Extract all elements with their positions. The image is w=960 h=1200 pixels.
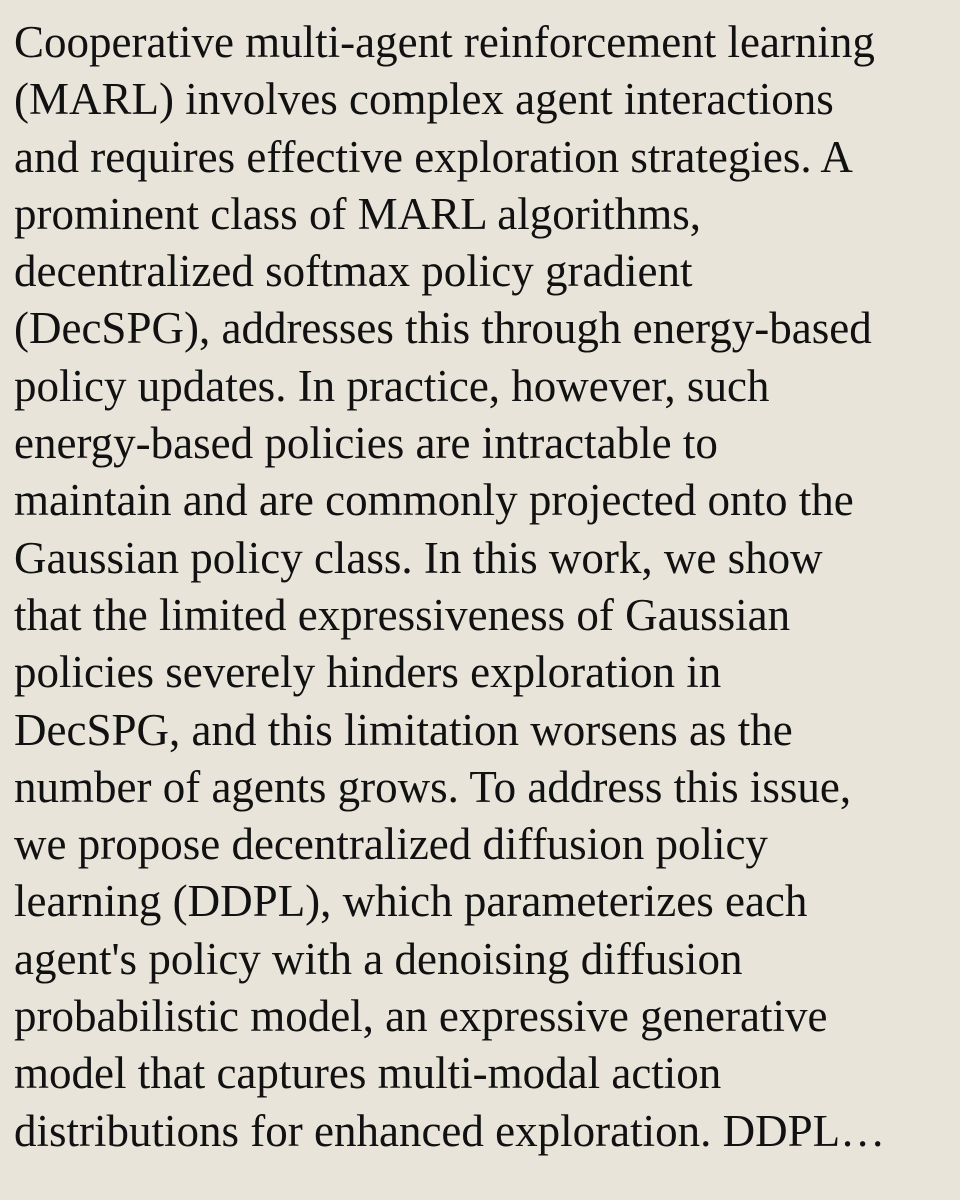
abstract-line: that the limited expressiveness of Gaussian xyxy=(14,589,791,640)
abstract-line: DecSPG, and this limitation worsens as the xyxy=(14,704,793,755)
abstract-paragraph xyxy=(14,14,949,1160)
abstract-line: and requires effective exploration strategies. A xyxy=(14,131,853,182)
abstract-line: Gaussian policy class. In this work, we show xyxy=(14,532,823,583)
abstract-line: probabilistic model, an expressive generative xyxy=(14,991,828,1042)
abstract-line: decentralized softmax policy gradient xyxy=(14,246,693,297)
abstract-line: maintain and are commonly projected onto the xyxy=(14,475,854,526)
abstract-line: we propose decentralized diffusion policy xyxy=(14,819,768,870)
abstract-line: agent's policy with a denoising diffusion xyxy=(14,933,743,984)
abstract-line: model that captures multi-modal action xyxy=(14,1048,722,1099)
abstract-line: distributions for enhanced exploration. DDPL… xyxy=(14,1105,886,1156)
abstract-line: (DecSPG), addresses this through energy-based xyxy=(14,303,872,354)
abstract-line: learning (DDPL), which parameterizes each xyxy=(14,876,808,927)
abstract-line: number of agents grows. To address this issue, xyxy=(14,761,852,812)
abstract-line: (MARL) involves complex agent interactions xyxy=(14,74,834,125)
abstract-line: policy updates. In practice, however, such xyxy=(14,360,770,411)
abstract-line: Cooperative multi-agent reinforcement learning xyxy=(14,17,875,67)
abstract-line: energy-based policies are intractable to xyxy=(14,418,718,469)
abstract-line: policies severely hinders exploration in xyxy=(14,647,722,698)
abstract-line: prominent class of MARL algorithms, xyxy=(14,188,701,239)
